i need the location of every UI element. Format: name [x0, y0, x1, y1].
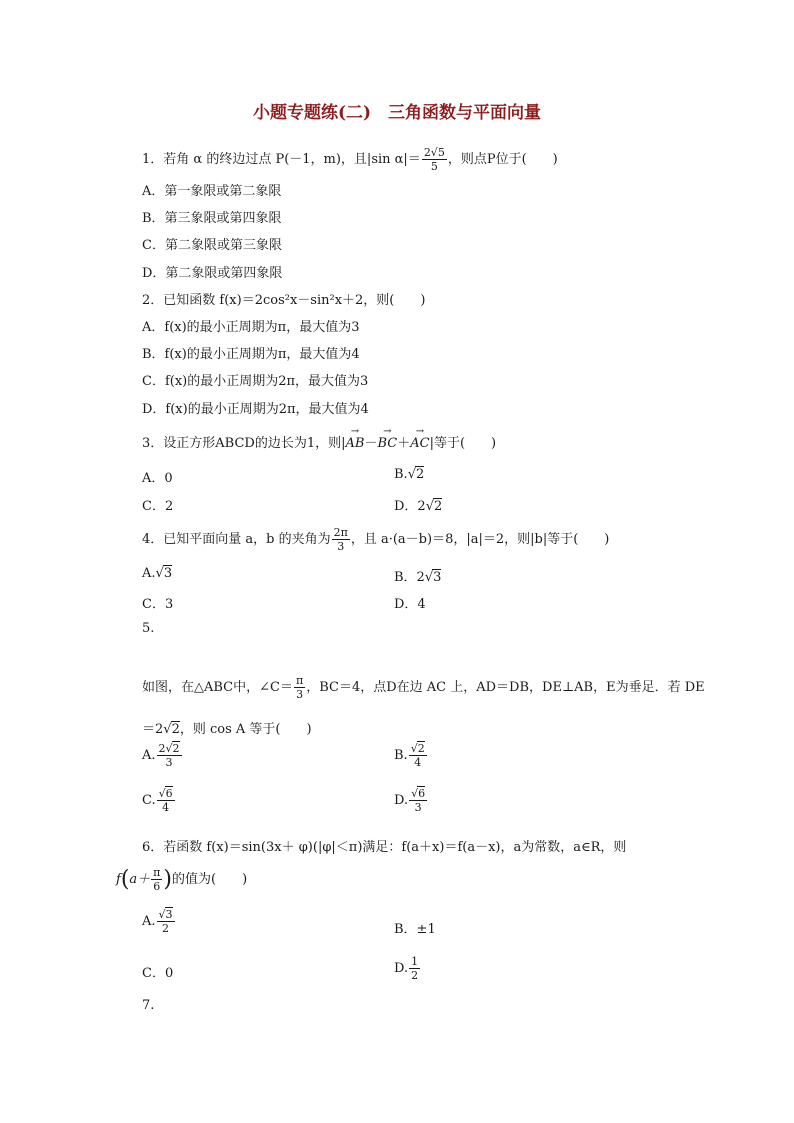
- q6-f-symbol: f: [116, 872, 121, 887]
- q3-stem-text: 3．设正方形ABCD的边长为1，则|: [142, 436, 346, 451]
- q5-stem2-radicand: 2: [171, 722, 180, 737]
- q6-fraction: [151, 866, 162, 893]
- q6-inner-text: a＋: [129, 872, 151, 887]
- q5-opta-num: 2√2: [158, 742, 180, 755]
- q4-frac-den: 3: [337, 540, 345, 553]
- q6-stem2-end: 的值为( ): [172, 872, 248, 887]
- q5-opta-coef: 2: [158, 742, 166, 755]
- q2-option-b: B．f(x)的最小正周期为π，最大值为4: [142, 347, 360, 362]
- q6-optd-den: 2: [411, 969, 419, 982]
- vector-bc: → BC: [377, 436, 397, 451]
- q5-option-c: [142, 787, 176, 814]
- q6-optd-label: D.: [394, 961, 409, 976]
- q5-stem-text: 如图，在△ABC中，∠C＝: [142, 680, 293, 695]
- q1-option-d: D．第二象限或第四象限: [142, 266, 283, 281]
- q4-stem-text: 4．已知平面向量 a，b 的夹角为: [142, 532, 331, 547]
- q6-frac-num: π: [153, 866, 161, 879]
- q1-option-b: B．第三象限或第四象限: [142, 211, 282, 226]
- q6-option-b: B．±1: [394, 922, 436, 937]
- q5-opta-label: A.: [142, 748, 156, 763]
- q5-optb-fraction: [409, 742, 427, 769]
- q5-opta-radicand: 2: [172, 742, 180, 755]
- q5-stem2-end: ，则 cos A 等于( ): [179, 722, 312, 737]
- q1-frac-num: 2√5: [423, 146, 445, 159]
- q6-lparen: (: [120, 867, 130, 892]
- q5-optc-label: C.: [142, 793, 156, 808]
- q5-optb-label: B.: [394, 748, 408, 763]
- q4-option-a: A.√3: [142, 566, 173, 581]
- q5-fraction: [294, 674, 305, 701]
- q3-op-plus: ＋: [397, 436, 411, 451]
- q3-optd-label: D．2: [394, 499, 426, 514]
- q5-optb-radicand: 2: [417, 742, 425, 755]
- page-title: 小题专题练(二) 三角函数与平面向量: [252, 103, 542, 123]
- q5-optc-fraction: [157, 787, 175, 814]
- question-6-stem-line2: [116, 866, 247, 893]
- q3-stem-end: |等于( ): [429, 436, 497, 451]
- q5-optd-fraction: [409, 787, 427, 814]
- question-1-stem: [142, 146, 558, 173]
- q5-optd-num: √6: [411, 787, 426, 800]
- vector-ab: → AB: [345, 436, 364, 451]
- q3-op-minus: －: [364, 436, 378, 451]
- q7-number: 7.: [142, 998, 155, 1013]
- q6-optd-num: 1: [411, 955, 419, 968]
- q6-option-d: [394, 955, 421, 982]
- q6-frac-den: 6: [153, 880, 161, 893]
- q4-stem-end: ，且 a·(a－b)＝8，|a|＝2，则|b|等于( ): [350, 532, 610, 547]
- q4-option-c: C．3: [142, 597, 174, 612]
- q6-opta-label: A.: [142, 914, 156, 929]
- q5-frac-num: π: [295, 674, 304, 687]
- q4-option-b: B．2√3: [394, 570, 442, 585]
- q5-option-d: [394, 787, 428, 814]
- q4-opta-radicand: 3: [163, 566, 173, 581]
- q5-stem-end: ，BC＝4，点D在边 AC 上，AD＝DB，DE⊥AB，E为垂足．若 DE: [306, 680, 705, 695]
- q5-number: 5.: [142, 621, 155, 636]
- q1-fraction: [422, 146, 447, 173]
- q4-opta-label: A.: [142, 566, 156, 581]
- q5-option-a: [142, 742, 183, 769]
- question-6-stem: 6．若函数 f(x)＝sin(3x＋ φ)(|φ|＜π)满足：f(a＋x)＝f(a－x)，a为常数，a∈R，则: [142, 840, 627, 855]
- question-5-stem-line2: ＝2√2，则 cos A 等于( ): [142, 722, 312, 737]
- q2-option-c: C．f(x)的最小正周期为2π，最大值为3: [142, 374, 369, 389]
- q3-optd-radicand: 2: [434, 499, 443, 514]
- q3-optb-label: B.: [394, 467, 408, 482]
- q5-optc-den: 4: [162, 801, 170, 814]
- q3-option-d: D．2√2: [394, 499, 443, 514]
- q4-frac-num: 2π: [333, 526, 348, 539]
- q5-optb-den: 4: [414, 756, 422, 769]
- q4-fraction: [332, 526, 350, 553]
- q3-option-a: A．0: [142, 471, 173, 486]
- q6-opta-den: 2: [162, 922, 170, 935]
- q2-option-d: D．f(x)的最小正周期为2π，最大值为4: [142, 402, 369, 417]
- question-3-stem: [142, 432, 496, 451]
- q5-optc-radicand: 6: [165, 787, 173, 800]
- q6-rparen: ): [163, 867, 172, 892]
- q4-option-d: D．4: [394, 597, 426, 612]
- vector-ac: → AC: [410, 436, 429, 451]
- q5-opta-fraction: [157, 742, 182, 769]
- question-5-stem: [142, 674, 705, 701]
- q6-opta-radicand: 3: [165, 908, 173, 921]
- q1-stem-end: ，则点P位于( ): [447, 152, 558, 167]
- q5-stem2-text: ＝2: [142, 722, 164, 737]
- q1-frac-den: 5: [430, 160, 438, 173]
- q2-option-a: A．f(x)的最小正周期为π，最大值为3: [142, 320, 360, 335]
- q5-optb-num: √2: [410, 742, 425, 755]
- q5-optd-den: 3: [414, 801, 422, 814]
- q6-optd-fraction: [409, 955, 420, 982]
- q6-option-a: [142, 908, 176, 935]
- q1-option-c: C．第二象限或第三象限: [142, 238, 282, 253]
- q4-optb-label: B．2: [394, 570, 425, 585]
- q6-opta-fraction: [157, 908, 175, 935]
- q6-option-c: C．0: [142, 966, 174, 981]
- q3-option-c: C．2: [142, 499, 174, 514]
- q3-optb-radicand: 2: [415, 467, 425, 482]
- question-2-stem: 2．已知函数 f(x)＝2cos²x－sin²x＋2，则( ): [142, 293, 426, 308]
- q5-optc-num: √6: [158, 787, 173, 800]
- q4-optb-radicand: 3: [433, 570, 442, 585]
- q5-option-b: [394, 742, 428, 769]
- q1-option-a: A．第一象限或第二象限: [142, 184, 282, 199]
- q6-opta-num: √3: [158, 908, 173, 921]
- q1-stem-text: 1．若角 α 的终边过点 P(－1，m)，且|sin α|＝: [142, 152, 421, 167]
- q3-option-b: B.√2: [394, 467, 425, 482]
- q5-frac-den: 3: [296, 688, 304, 701]
- q5-opta-den: 3: [165, 756, 173, 769]
- q5-optd-label: D.: [394, 793, 409, 808]
- question-4-stem: [142, 526, 609, 553]
- q5-optd-radicand: 6: [418, 787, 426, 800]
